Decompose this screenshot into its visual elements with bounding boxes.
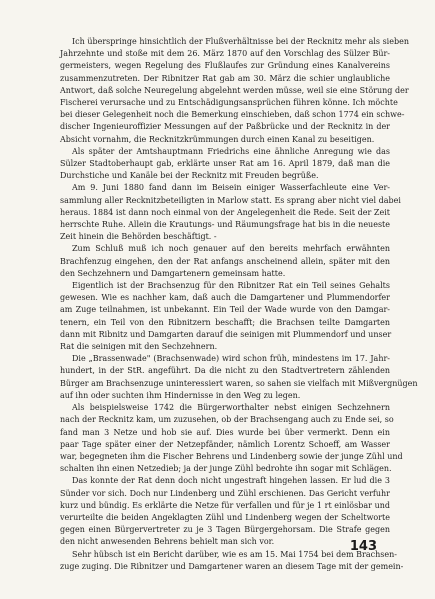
text-line: dann mit Ribnitz und Damgarten darauf die seinigen mit Plummendorf und unser [60,329,392,339]
text-line: war, begegneten ihm die Fischer Behrens und Lindenberg sowie der junge Zühl und [60,451,403,461]
text-line: gewesen. Wie es nachher kam, daß auch die Damgartener und Plummendorfer [60,293,390,303]
text-line: bei dieser Gelegenheit noch die Bemerkung einschieben, daß schon 1774 ein schwe- [60,110,405,120]
text-line: hundert, in der StR. angeführt. Da die nicht zu den Stadtvertretern zählenden [60,366,390,376]
text-line: sammlung aller Recknitzbeteiligten in Marlow statt. Es sprang aber nicht viel dabei [60,195,401,205]
text-line: den nicht anwesenden Behrens behielt man sich vor. [60,537,275,547]
paragraph [60,549,404,573]
text-line: Ich überspringe hinsichtlich der Flußverhältnisse bei der Recknitz mehr als sieben [72,37,409,46]
paragraph [60,36,409,146]
text-line: Sülzer Stadtoberhaupt gab, erklärte unser Rat am 16. April 1879, daß man die [60,159,390,169]
text-line: germeisters, wegen Regelung des Flußlaufes zur Gründung eines Kanalvereins [60,61,390,71]
text-line: Als später der Amtshauptmann Friedrichs eine ähnliche Anregung wie das [72,146,390,156]
text-line: Antwort, daß solche Neuregelung abgelehnt werden müsse, weil sie eine Störung der [60,85,409,95]
text-line: Sehr hübsch ist ein Bericht darüber, wie es am 15. Mai 1754 bei dem Brachsen- [72,549,397,559]
paragraph [60,280,390,353]
text-line: Sünder vor sich. Doch nur Lindenberg und Zühl erschienen. Das Gericht verfuhr [60,488,390,498]
text-line: am Zuge teilnahmen, ist unbekannt. Ein Teil der Wade wurde von den Damgar- [60,305,390,315]
text-line: tenern, ein Teil von den Ribnitzern beschafft; die Brachsen teilte Damgarten [60,317,390,327]
text-line: Brachfenzug eingehen, den der Rat anfangs anscheinend allein, später mit den [60,256,390,266]
paragraph [60,353,418,402]
text-line: Fischerei verursache und zu Entschädigungsansprüchen führen könne. Ich möchte [60,98,398,108]
text-line: schalten ihn einen Netzedieb; ja der junge Zühl bedrohte ihn sogar mit Schlägen. [60,464,392,474]
text-line: Absicht vornahm, die Recknitzkrümmungen durch einen Kanal zu beseitigen. [60,134,375,144]
text-line: Rat die seinigen mit den Sechzehnern. [60,342,218,352]
paragraph [60,182,401,243]
text-line: discher Ingenieuroffizier Messungen auf der Paßbrücke und der Recknitz in der [60,122,390,132]
text-line: zuge zuging. Die Ribnitzer und Damgartener waren an diesem Tage mit der gemein- [60,561,404,571]
text-line: Eigentlich ist der Brachsenzug für den Ribnitzer Rat ein Teil seines Gehalts [72,281,390,291]
text-line: zusammenzutreten. Der Ribnitzer Rat gab am 30. März die schier unglaubliche [60,73,390,83]
paragraph [60,146,390,183]
text-line: den Sechzehnern und Damgartenern gemeinsam hatte. [60,268,286,278]
text-line: Das konnte der Rat denn doch nicht ungestraft hingehen lassen. Er lud die 3 [72,476,390,486]
paragraph [60,243,390,280]
text-line: Bürger am Brachsenzuge uninteressiert waren, so sahen sie vielfach mit Mißvergnügen [60,378,418,388]
text-line: Jahrzehnte und stoße mit dem 26. März 1870 auf den Vorschlag des Sülzer Bür- [60,49,390,59]
paragraph [60,402,403,475]
text-line: Zum Schluß muß ich noch genauer auf den bereits mehrfach erwähnten [72,244,390,254]
text-line: Durchstiche und Kanäle bei der Recknitz mit Freuden begrüße. [60,171,319,181]
text-line: Die „Brassenwade" (Brachsenwade) wird schon früh, mindestens im 17. Jahr- [72,354,390,364]
text-line: Am 9. Juni 1880 fand dann im Beisein einiger Wasserfachleute eine Ver- [72,183,390,193]
text-line: Als beispielsweise 1742 die Bürgerworthalter nebst einigen Sechzehnern [72,403,390,413]
text-line: heraus. 1884 ist dann noch einmal von der Angelegenheit die Rede. Seit der Zeit [60,207,390,217]
paragraph [60,475,390,548]
page-number: 143 [349,539,377,554]
text-line: auf ihn oder suchten ihm Hindernisse in den Weg zu legen. [60,390,301,400]
text-line: gegen einen Bürgervertreter zu je 3 Tagen Bürgergehorsam. Die Strafe gegen [60,525,390,535]
text-line: nach der Recknitz kam, um zuzusehen, ob der Brachsengang auch zu Ende sei, so [60,415,394,425]
text-line: kurz und bündig. Es erklärte die Netze für verfallen und für je 1 rt einlösbar und [60,500,390,510]
text-line: Zeit hinein die Behörden beschäftigt. - [60,232,217,242]
text-line: paar Tage später einer der Netzepfänder, nämlich Lorentz Schoeff, am Wasser [60,439,390,449]
text-line: verurteilte die beiden Angeklagten Zühl und Lindenberg wegen der Scheltworte [60,512,390,522]
text-line: fand man 3 Netze und hob sie auf. Dies wurde bei über vermerkt. Denn ein [60,427,390,437]
text-line: herrschte Ruhe. Allein die Krautungs- und Räumungsfrage hat bis in die neueste [60,220,390,230]
body-text [60,36,418,573]
